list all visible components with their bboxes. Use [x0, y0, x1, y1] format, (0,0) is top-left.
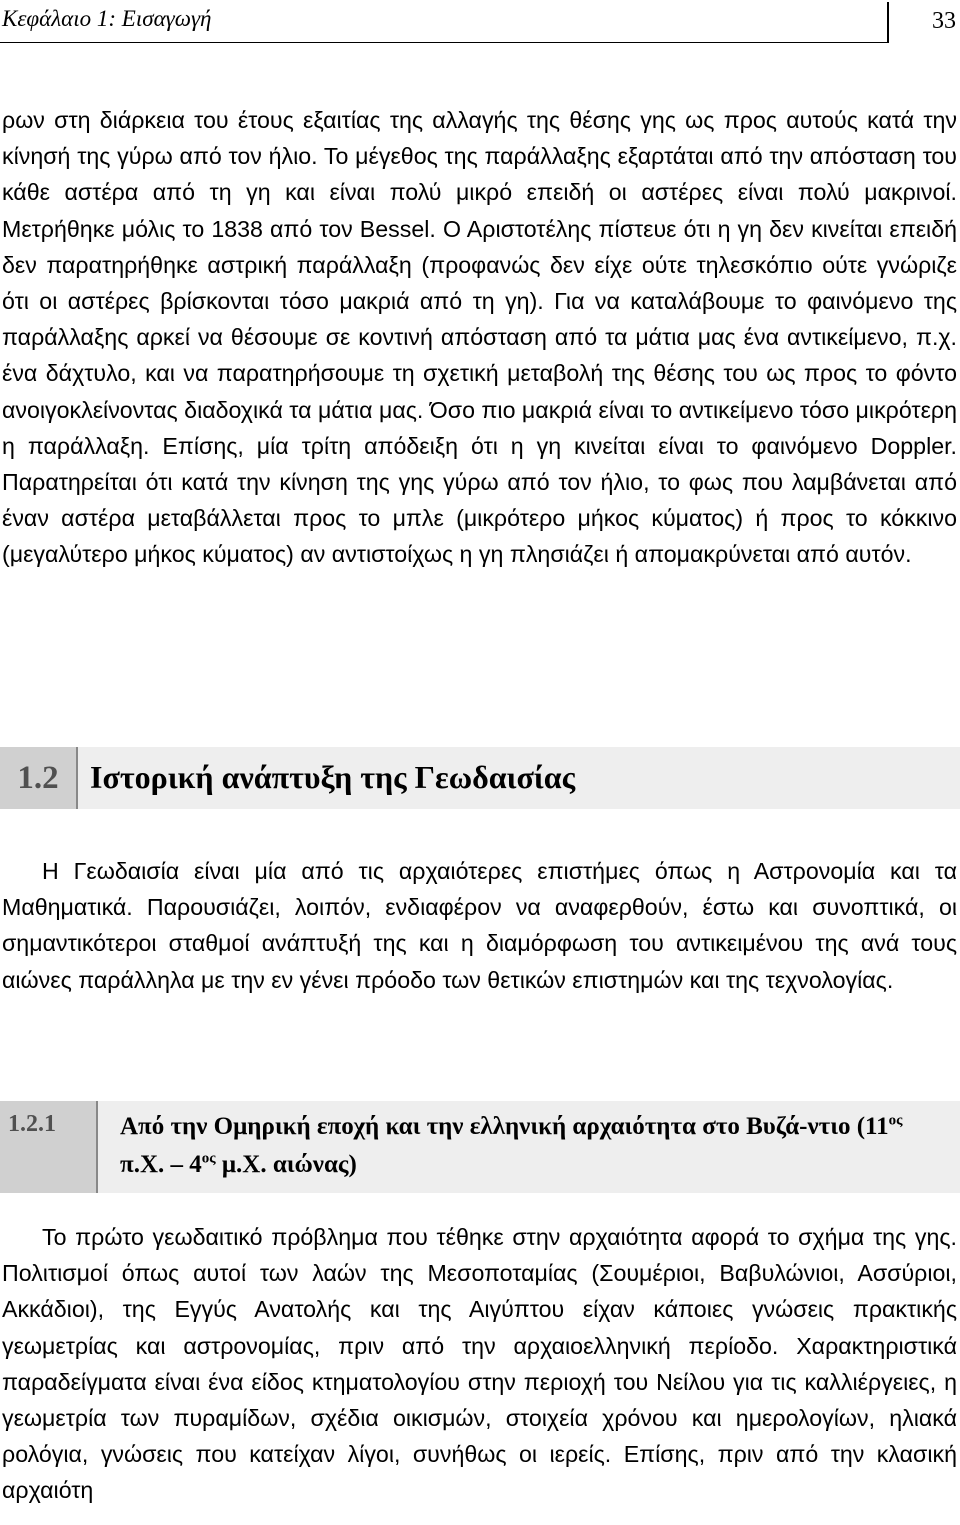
subsection-number: 1.2.1 — [8, 1111, 56, 1137]
chapter-title: Κεφάλαιο 1: Εισαγωγή — [2, 6, 212, 31]
section-number: 1.2 — [0, 747, 76, 809]
section-title: Ιστορική ανάπτυξη της Γεωδαισίας — [90, 759, 576, 795]
header-rule — [0, 42, 889, 43]
paragraph-intro: ρων στη διάρκεια του έτους εξαιτίας της αλλαγής της θέσης γης ως προς αυτούς κατά την κίνησή της γύρω από τον ήλιο. Το μέγεθος της παράλλαξης εξαρτάται από την απόσταση του κάθε αστέρα από τη γη και είναι πολύ μικρό επειδή οι αστέρες είναι πολύ μακρινοί. Μετρήθηκε μόλις το 1838 από τον Bessel. Ο Αριστοτέλης πίστευε ότι η γη δεν κινείται επειδή δεν παρατηρήθηκε αστρική παράλλαξη (προφανώς δεν είχε ούτε τηλεσκόπιο ούτε γνώριζε ότι οι αστέρες βρίσκονται τόσο μακριά από τη γη). Για να καταλάβουμε το φαινόμενο της παράλλαξης αρκεί να θέσουμε σε κοντινή απόσταση από τα μάτια μας ένα αντικείμενο, π.χ. ένα δάχτυλο, και να παρατηρήσουμε τη σχετική μεταβολή της θέσης του ως προς το φόντο ανοιγοκλείνοντας διαδοχικά τα μάτια μας. Όσο πιο μακριά είναι το αντικείμενο τόσο μικρότερη η παράλλαξη. Επίσης, μία τρίτη απόδειξη ότι η γη κινείται είναι το φαινόμενο Doppler. Παρατηρείται ότι κατά την κίνηση της γης γύρω από τον ήλιο, το φως που λαμβάνεται από έναν αστέρα μεταβάλλεται προς το μπλε (μικρότερο μήκος κύματος) ή προς το κόκκινο (μεγαλύτερο μήκος κύματος) αν αντιστοίχως η γη πλησιάζει ή απομακρύνεται από αυτόν. — [2, 107, 957, 568]
page-header — [0, 0, 960, 44]
subsection-title: Από την Ομηρική εποχή και την ελληνική αρχαιότητα στο Βυζά-ντιο ($11^{o\varsigma}$ π.Χ. – $4^{o\varsigma}$ μ.Χ. αιώνας) — [120, 1112, 903, 1178]
subsection-title-bar — [96, 1101, 960, 1193]
header-divider — [887, 2, 889, 42]
page-number: 33 — [932, 8, 956, 34]
section-heading — [0, 747, 958, 809]
paragraph-section-intro: Η Γεωδαισία είναι μία από τις αρχαιότερες επιστήμες όπως η Αστρονομία και τα Μαθηματικά. Παρουσιάζει, λοιπόν, ενδιαφέρον να αναφερθούν, έστω και συνοπτικά, οι σημαντικότεροι σταθμοί ανάπτυξή της και η διαμόρφωση του αντικειμένου της ανά τους αιώνες παράλληλα με την εν γένει πρόοδο των θετικών επιστημών και της τεχνολογίας. — [2, 858, 957, 993]
paragraph-subsection: Το πρώτο γεωδαιτικό πρόβλημα που τέθηκε στην αρχαιότητα αφορά το σχήμα της γης. Πολιτισμοί όπως αυτοί των λαών της Μεσοποταμίας (Σουμέριοι, Βαβυλώνιοι, Ασσύριοι, Ακκάδιοι), της Εγγύς Ανατολής και της Αιγύπτου είχαν κάποιες γνώσεις πρακτικής γεωμετρίας και αστρονομίας, πριν από την αρχαιοελληνική περίοδο. Χαρακτηριστικά παραδείγματα είναι ένα είδος κτηματολογίου στην περιοχή του Νείλου για τις καλλιέργειες, η γεωμετρία των πυραμίδων, σχέδια οικισμών, στοιχεία χρόνου και ημερολογίων, ηλιακά ρολόγια, γνώσεις που κατείχαν λίγοι, συνήθως οι ιερείς. Επίσης, πριν από την κλασική αρχαιότη — [2, 1224, 957, 1504]
section-title-bar — [76, 747, 960, 809]
subsection-heading — [0, 1101, 958, 1193]
subsection-number-box — [0, 1101, 96, 1193]
